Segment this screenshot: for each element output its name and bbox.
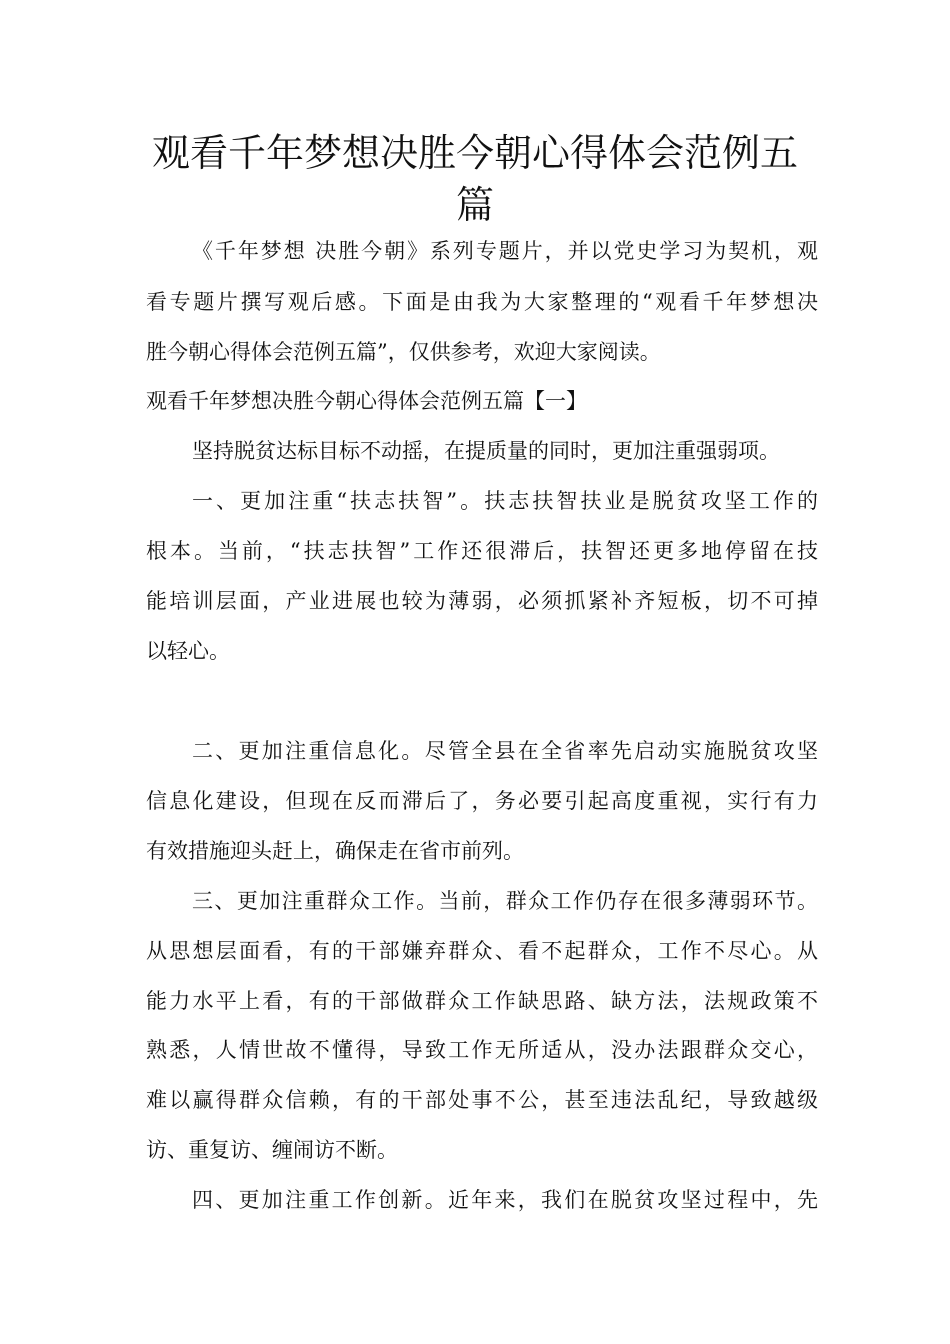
paragraph-line: 访、重复访、缠闹访不断。 bbox=[146, 1138, 398, 1162]
document-title-line-2: 篇 bbox=[455, 183, 494, 227]
paragraph-line: 有效措施迎头赶上，确保走在省市前列。 bbox=[146, 839, 524, 863]
paragraph-line: 一、更加注重“扶志扶智”。扶志扶智扶业是脱贫攻坚工作的 bbox=[192, 489, 818, 513]
paragraph-line: 根本。当前，“扶志扶智”工作还很滞后，扶智还更多地停留在技 bbox=[146, 539, 818, 563]
paragraph-line: 难以赢得群众信赖，有的干部处事不公，甚至违法乱纪，导致越级 bbox=[146, 1088, 818, 1112]
paragraph-line: 熟悉，人情世故不懂得，导致工作无所适从，没办法跟群众交心， bbox=[146, 1038, 818, 1062]
paragraph-line: 四、更加注重工作创新。近年来，我们在脱贫攻坚过程中，先 bbox=[192, 1188, 818, 1212]
intro-line-2: 看专题片撰写观后感。下面是由我为大家整理的“观看千年梦想决 bbox=[146, 290, 818, 314]
paragraph-line: 信息化建设，但现在反而滞后了，务必要引起高度重视，实行有力 bbox=[146, 789, 818, 813]
paragraph-line: 以轻心。 bbox=[146, 639, 230, 663]
document-title-line-1: 观看千年梦想决胜今朝心得体会范例五 bbox=[151, 131, 798, 175]
paragraph-line: 从思想层面看，有的干部嫌弃群众、看不起群众，工作不尽心。从 bbox=[146, 939, 818, 963]
paragraph-line: 二、更加注重信息化。尽管全县在全省率先启动实施脱贫攻坚 bbox=[192, 739, 818, 763]
paragraph-line: 能力水平上看，有的干部做群众工作缺思路、缺方法，法规政策不 bbox=[146, 989, 818, 1013]
paragraph-line: 三、更加注重群众工作。当前，群众工作仍存在很多薄弱环节。 bbox=[192, 889, 818, 913]
paragraph-line: 坚持脱贫达标目标不动摇，在提质量的同时，更加注重强弱项。 bbox=[192, 439, 780, 463]
paragraph-line: 能培训层面，产业进展也较为薄弱，必须抓紧补齐短板，切不可掉 bbox=[146, 589, 818, 613]
section-heading: 观看千年梦想决胜今朝心得体会范例五篇【一】 bbox=[146, 389, 587, 413]
intro-line-3: 胜今朝心得体会范例五篇”，仅供参考，欢迎大家阅读。 bbox=[146, 340, 661, 364]
intro-line-1: 《千年梦想 决胜今朝》系列专题片，并以党史学习为契机，观 bbox=[192, 239, 818, 263]
